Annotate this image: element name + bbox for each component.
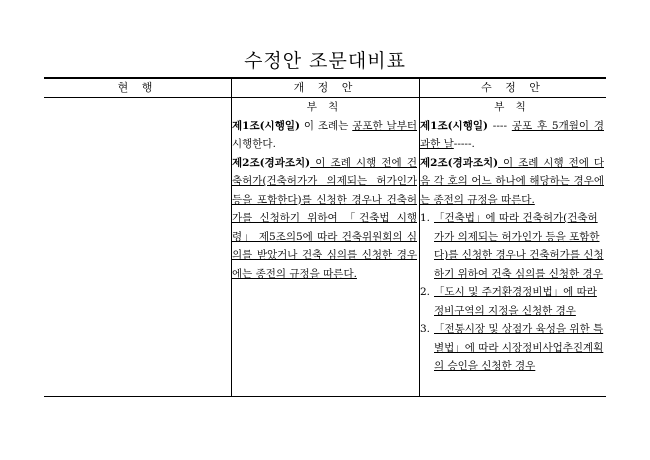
amended-article-2 — [420, 154, 604, 210]
table-header — [44, 79, 606, 98]
list-item: 2. 「도시 및 주거환경정비법」에 따라 정비구역의 지정을 신청한 경우 — [420, 286, 597, 317]
article-label: 제2조(경과조치) — [232, 156, 311, 169]
amended-article-1: 제1조(시행일) ---- 공포 후 5개월이 경과한 날-----. — [420, 119, 604, 150]
proposed-heading: 부 칙 — [306, 101, 343, 113]
proposed-column — [232, 98, 417, 283]
proposed-article-1: 제1조(시행일) 이 조례는 공포한 날부터 시행한다. — [232, 119, 417, 150]
article-label: 제1조(시행일) — [232, 119, 300, 132]
proposed-article-2 — [232, 154, 417, 284]
underlined-text: 공포 후 5개월이 경과한 날 — [420, 119, 604, 150]
comparison-table — [44, 77, 606, 397]
list-item: 1. 「건축법」에 따라 건축허가(건축허가가 의제되는 허가인가 등을 포함한다)를 신청한 경우나 건축허가를 신청하기 위하여 건축 심의를 신청한 경우 — [420, 212, 604, 280]
article-label: 제1조(시행일) — [420, 119, 488, 132]
header-proposed: 개 정 안 — [293, 81, 358, 94]
amended-column — [420, 98, 604, 376]
list-item: 3. 「전통시장 및 상점가 육성을 위한 특별법」에 따라 시장정비사업추진계획의 승인을 신청한 경우 — [420, 323, 604, 372]
header-amended: 수 정 안 — [481, 81, 545, 94]
page-title: 수정안 조문대비표 — [244, 50, 406, 72]
underlined-text: 이 조례 시행 전에 건축허가(건축허가가 의제되는 허가인가 등을 포함한다)를 신청한 경우나 건축허가를 신청하기 위하여 「건축법 시행령」 제5조의5에 따라 건축위원회의 심의를 받았거나 건축 심의를 신청한 경우에는 종전의 규정을 따른다. — [232, 156, 417, 280]
header-current: 현 행 — [117, 81, 158, 94]
underlined-text: 공포한 날부터 — [352, 119, 417, 132]
amended-heading: 부 칙 — [494, 101, 530, 113]
underlined-text: 이 조례 시행 전에 다음 각 호의 어느 하나에 해당하는 경우에는 종전의 규정을 따른다. — [420, 156, 604, 206]
article-label: 제2조(경과조치) — [420, 156, 499, 169]
